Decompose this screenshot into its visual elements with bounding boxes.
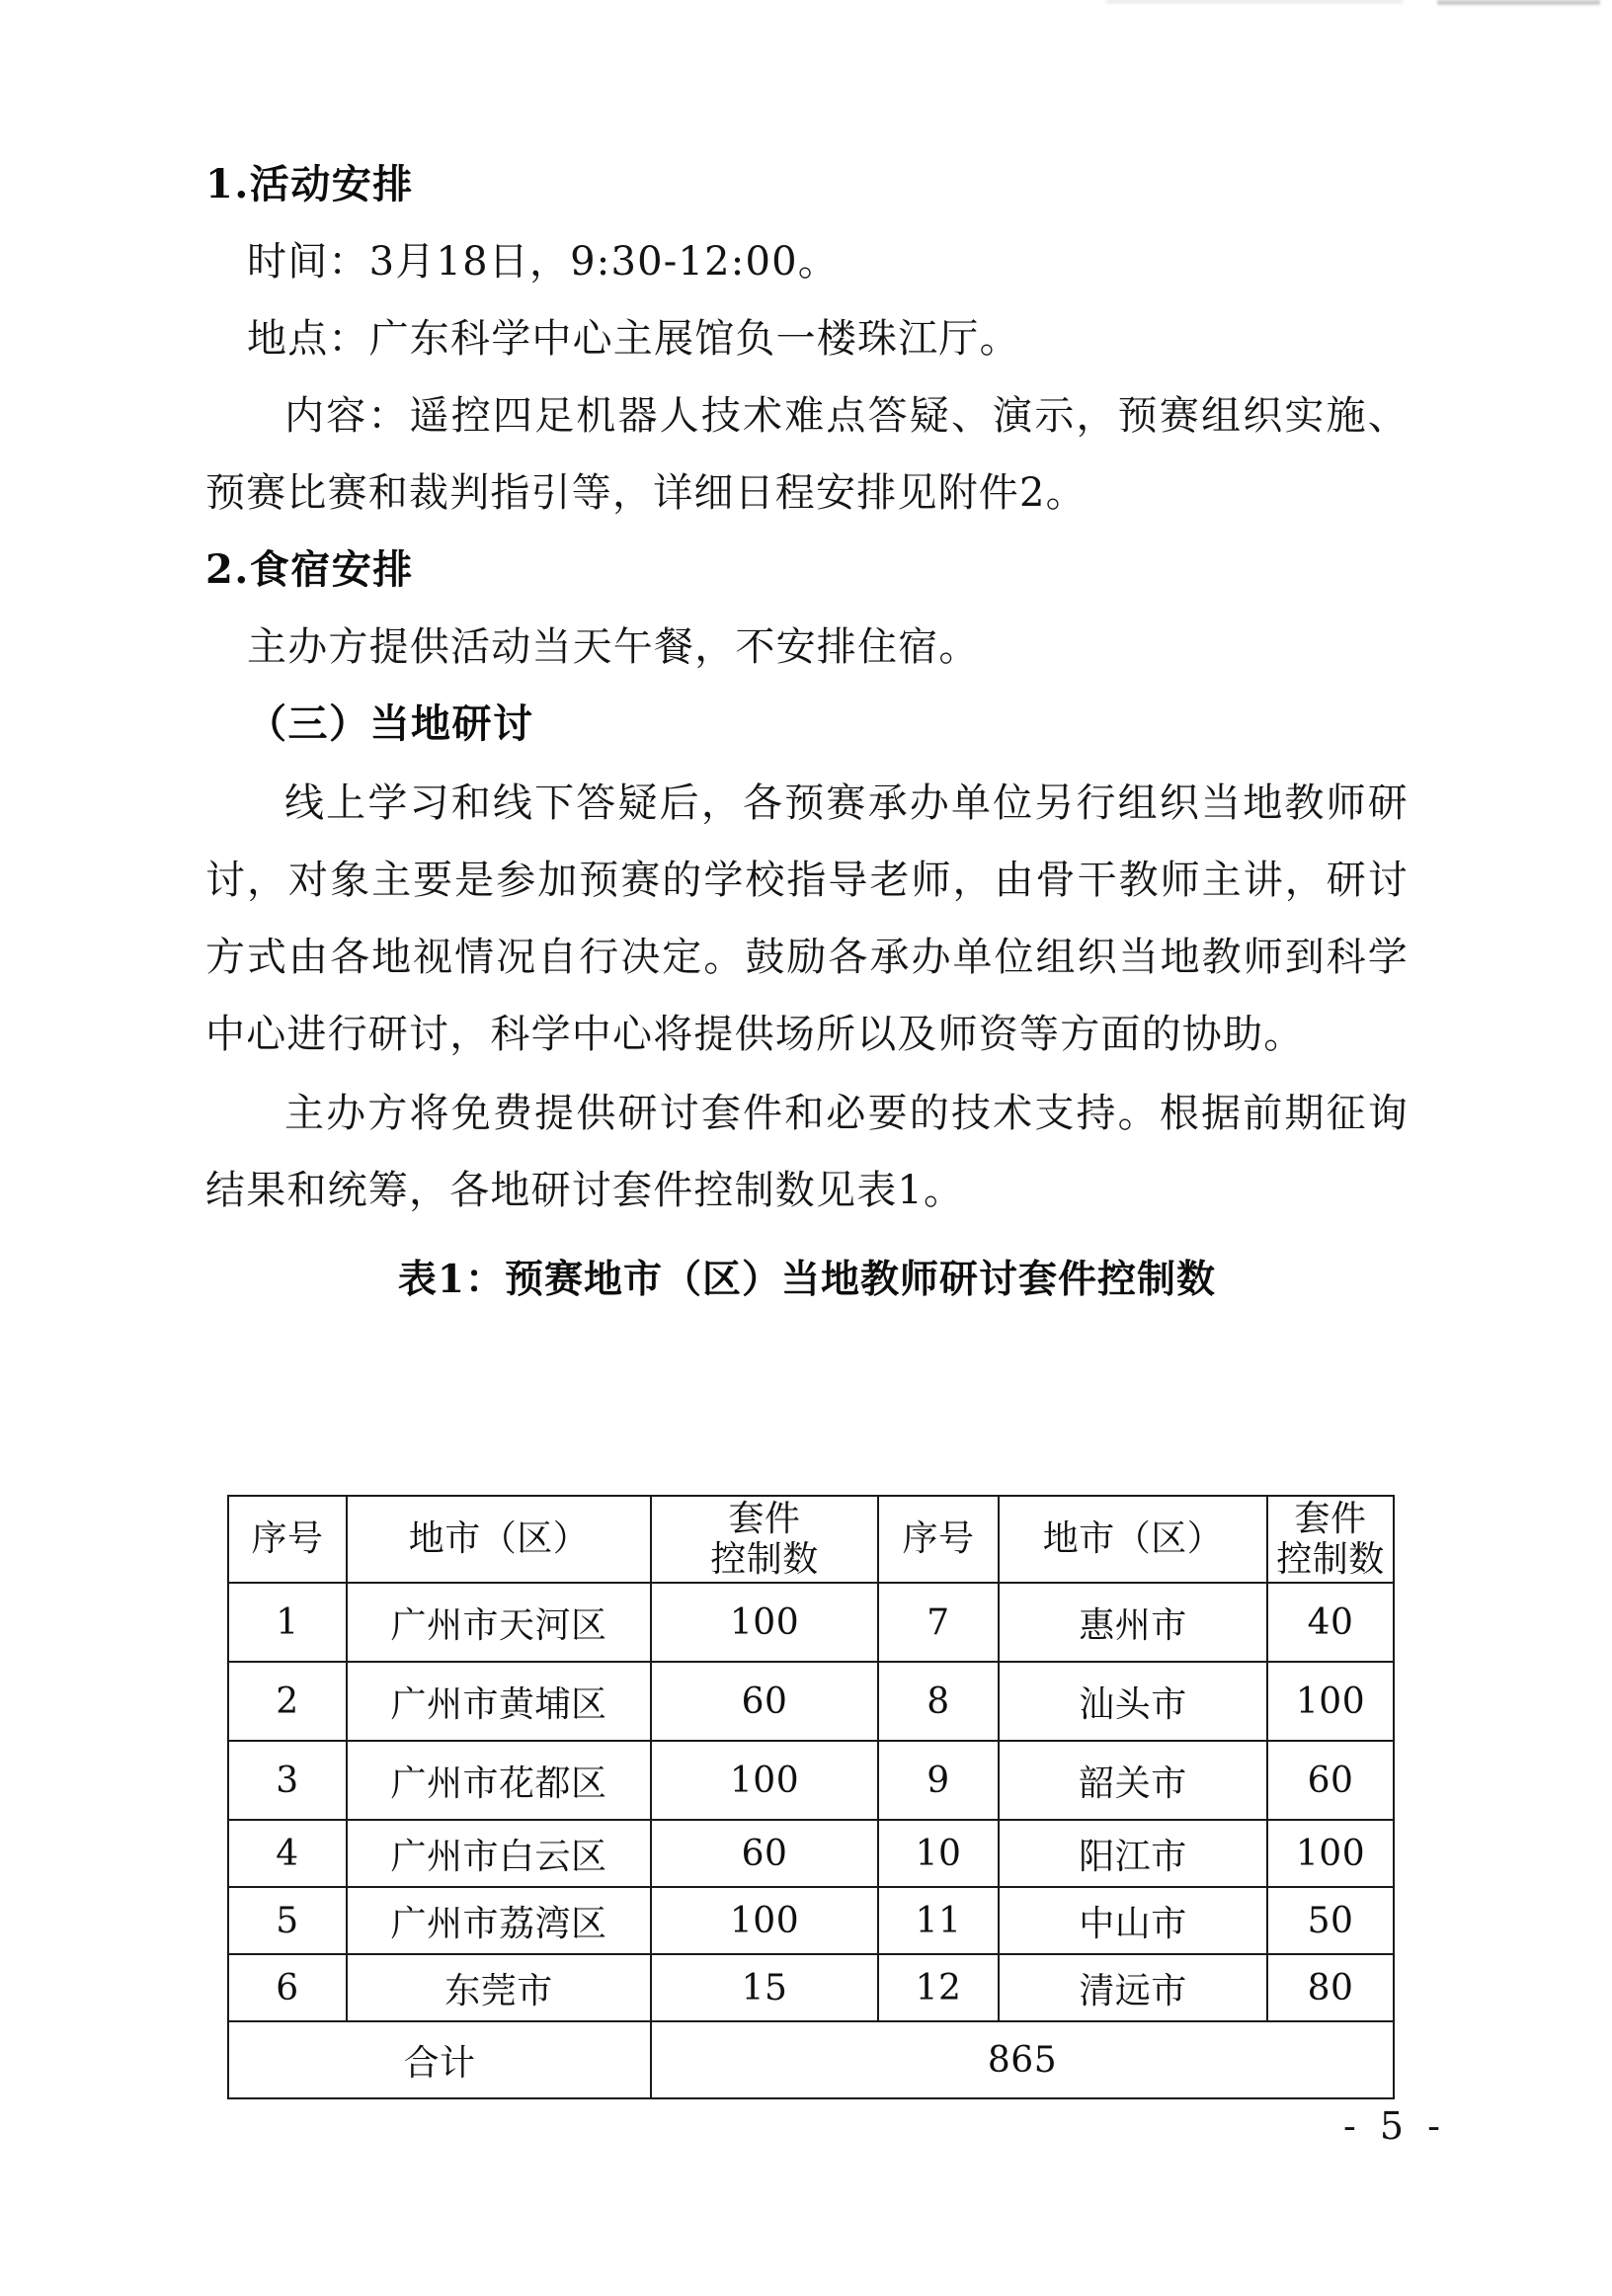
cell-city-right: 汕头市 <box>999 1662 1267 1741</box>
cell-index-right: 10 <box>878 1820 999 1887</box>
cell-city-right: 韶关市 <box>999 1741 1267 1820</box>
total-value: 865 <box>651 2021 1394 2098</box>
cell-city-right: 惠州市 <box>999 1583 1267 1662</box>
cell-index-right: 8 <box>878 1662 999 1741</box>
heading-activity-arrangement: 1.活动安排 <box>205 161 414 207</box>
cell-city-left: 广州市黄埔区 <box>347 1662 651 1741</box>
cell-index-left: 5 <box>228 1887 347 1954</box>
cell-index-right: 7 <box>878 1583 999 1662</box>
cell-city-left: 广州市天河区 <box>347 1583 651 1662</box>
header-kits-right-line2: 控制数 <box>1276 1539 1385 1580</box>
header-kits-right-line1: 套件 <box>1294 1499 1367 1539</box>
cell-city-left: 东莞市 <box>347 1954 651 2021</box>
activity-time-line: 时间：3月18日，9:30-12:00。 <box>247 239 839 285</box>
cell-kits-left: 60 <box>651 1820 878 1887</box>
table-header-row <box>228 1496 1394 1583</box>
header-index-right: 序号 <box>878 1496 999 1583</box>
header-index-left: 序号 <box>228 1496 347 1583</box>
cell-city-right: 阳江市 <box>999 1820 1267 1887</box>
cell-kits-right: 100 <box>1267 1820 1394 1887</box>
cell-index-left: 4 <box>228 1820 347 1887</box>
local-seminar-paragraph-2: 主办方将免费提供研讨套件和必要的技术支持。根据前期征询结果和统筹，各地研讨套件控制数见表1。 <box>205 1091 1409 1213</box>
total-label: 合计 <box>228 2021 651 2098</box>
header-kits-left <box>651 1496 878 1583</box>
table-total-row <box>228 2021 1394 2098</box>
table-header <box>228 1496 1394 1583</box>
cell-index-left: 1 <box>228 1583 347 1662</box>
cell-index-left: 6 <box>228 1954 347 2021</box>
table-row <box>228 1954 1394 2021</box>
activity-content-paragraph: 内容：遥控四足机器人技术难点答疑、演示，预赛组织实施、预赛比赛和裁判指引等，详细日程安排见附件2。 <box>205 393 1409 516</box>
cell-kits-left: 100 <box>651 1887 878 1954</box>
heading-accommodation-arrangement: 2.食宿安排 <box>205 546 414 593</box>
table-row <box>228 1820 1394 1887</box>
accommodation-body: 主办方提供活动当天午餐，不安排住宿。 <box>247 624 980 670</box>
cell-index-left: 2 <box>228 1662 347 1741</box>
scan-artifact <box>1437 0 1600 5</box>
cell-kits-right: 40 <box>1267 1583 1394 1662</box>
cell-kits-right: 80 <box>1267 1954 1394 2021</box>
cell-city-left: 广州市荔湾区 <box>347 1887 651 1954</box>
scan-artifact-secondary <box>1106 0 1403 3</box>
page-content <box>205 146 1409 1318</box>
cell-index-left: 3 <box>228 1741 347 1820</box>
page-number-footer: - 5 - <box>1342 2104 1446 2148</box>
activity-place-line: 地点：广东科学中心主展馆负一楼珠江厅。 <box>247 316 1020 362</box>
cell-kits-right: 60 <box>1267 1741 1394 1820</box>
header-kits-left-line2: 控制数 <box>710 1539 819 1580</box>
cell-index-right: 11 <box>878 1887 999 1954</box>
table-caption: 表1：预赛地市（区）当地教师研讨套件控制数 <box>397 1257 1217 1302</box>
kit-allocation-table-wrapper <box>227 1495 1393 2099</box>
cell-index-right: 12 <box>878 1954 999 2021</box>
cell-kits-left: 60 <box>651 1662 878 1741</box>
table-body <box>228 1583 1394 2098</box>
cell-city-left: 广州市花都区 <box>347 1741 651 1820</box>
cell-city-right: 中山市 <box>999 1887 1267 1954</box>
cell-kits-left: 100 <box>651 1741 878 1820</box>
table-row <box>228 1741 1394 1820</box>
cell-index-right: 9 <box>878 1741 999 1820</box>
table-row <box>228 1662 1394 1741</box>
cell-kits-left: 15 <box>651 1954 878 2021</box>
cell-kits-right: 50 <box>1267 1887 1394 1954</box>
heading-local-seminar: （三）当地研讨 <box>247 700 534 747</box>
cell-kits-right: 100 <box>1267 1662 1394 1741</box>
kit-allocation-table <box>227 1495 1395 2099</box>
header-city-left: 地市（区） <box>347 1496 651 1583</box>
cell-city-right: 清远市 <box>999 1954 1267 2021</box>
local-seminar-paragraph-1: 线上学习和线下答疑后，各预赛承办单位另行组织当地教师研讨，对象主要是参加预赛的学校指导老师，由骨干教师主讲，研讨方式由各地视情况自行决定。鼓励各承办单位组织当地教师到科学中心进行研讨，科学中心将提供场所以及师资等方面的协助。 <box>205 780 1409 1057</box>
header-kits-left-line1: 套件 <box>728 1499 801 1539</box>
table-row <box>228 1583 1394 1662</box>
header-city-right: 地市（区） <box>999 1496 1267 1583</box>
cell-city-left: 广州市白云区 <box>347 1820 651 1887</box>
header-kits-right <box>1267 1496 1394 1583</box>
cell-kits-left: 100 <box>651 1583 878 1662</box>
table-row <box>228 1887 1394 1954</box>
